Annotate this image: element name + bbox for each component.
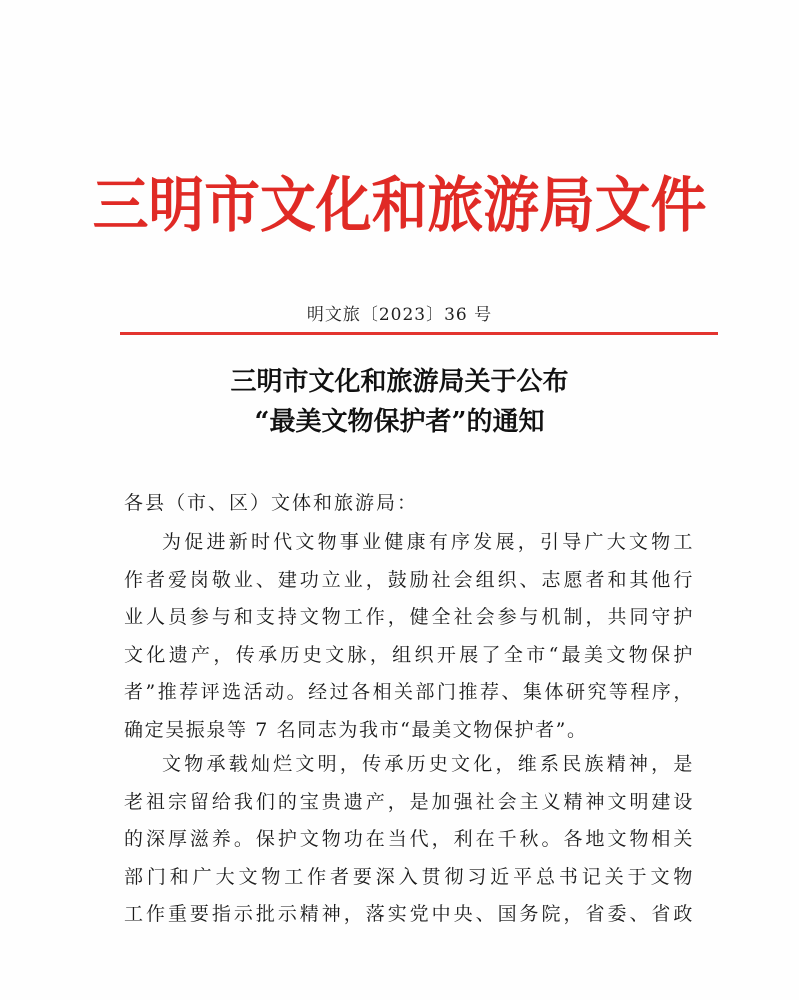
paragraph-line: 工作重要指示批示精神，落实党中央、国务院，省委、省政: [124, 903, 694, 926]
paragraph-line: 文物承载灿烂文明，传承历史文化，维系民族精神，是: [162, 753, 694, 775]
paragraph-line: 部门和广大文物工作者要深入贯彻习近平总书记关于文物: [124, 865, 694, 888]
paragraph-line: 业人员参与和支持文物工作，健全社会参与机制，共同守护: [124, 606, 694, 629]
body-paragraph-1: [124, 524, 694, 750]
notice-title: [0, 362, 799, 442]
paragraph-line: 者”推荐评选活动。经过各相关部门推荐、集体研究等程序，: [124, 681, 694, 704]
notice-title-line-1: 三明市文化和旅游局关于公布: [230, 367, 569, 397]
salutation: 各县（市、区）文体和旅游局：: [124, 492, 419, 514]
paragraph-line: 作者爱岗敬业、建功立业，鼓励社会组织、志愿者和其他行: [124, 568, 694, 591]
notice-title-line-2: “最美文物保护者”的通知: [254, 407, 545, 437]
body-paragraph-2: [124, 746, 694, 934]
paragraph-line: 的深厚滋养。保护文物功在当代，利在千秋。各地文物相关: [124, 828, 694, 851]
paragraph-line: 老祖宗留给我们的宝贵遗产，是加强社会主义精神文明建设: [124, 790, 694, 813]
paragraph-line: 文化遗产，传承历史文脉，组织开展了全市“最美文物保护: [124, 643, 694, 666]
paragraph-line: 为促进新时代文物事业健康有序发展，引导广大文物工: [162, 531, 694, 553]
red-separator-rule: [120, 332, 718, 335]
document-number: 明文旅〔2023〕36 号: [306, 305, 493, 325]
issuing-authority-title: 三明市文化和旅游局文件: [92, 171, 707, 241]
paragraph-line: 确定吴振泉等 7 名同志为我市“最美文物保护者”。: [124, 718, 588, 741]
